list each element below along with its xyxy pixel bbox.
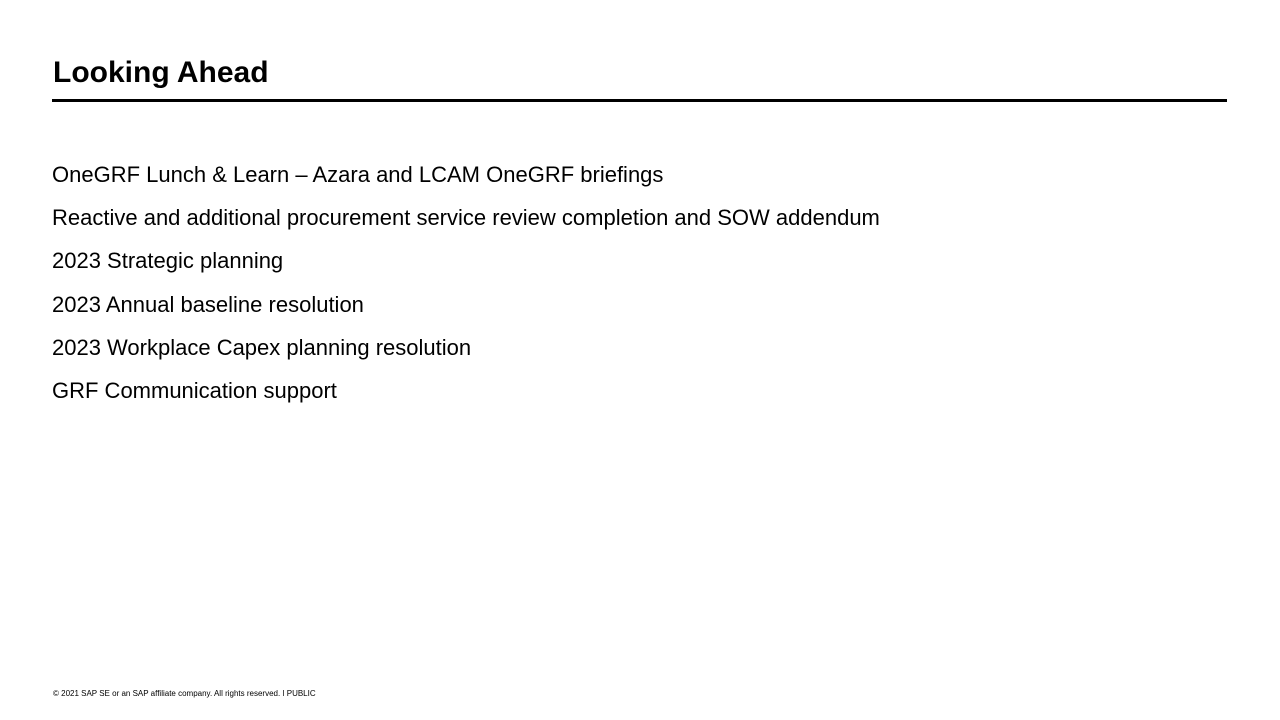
copyright-footer: © 2021 SAP SE or an SAP affiliate company. All rights reserved. ǀ PUBLIC (53, 689, 316, 698)
list-item: Reactive and additional procurement service review completion and SOW addendum (52, 205, 880, 231)
list-item: 2023 Strategic planning (52, 248, 284, 274)
slide-title: Looking Ahead (53, 56, 269, 89)
list-item: OneGRF Lunch & Learn – Azara and LCAM OneGRF briefings (52, 162, 664, 187)
list-item: 2023 Workplace Capex planning resolution (52, 334, 472, 360)
title-underline (52, 99, 1227, 102)
list-item: 2023 Annual baseline resolution (52, 291, 364, 317)
agenda-list (52, 160, 880, 419)
list-item: GRF Communication support (52, 377, 337, 403)
